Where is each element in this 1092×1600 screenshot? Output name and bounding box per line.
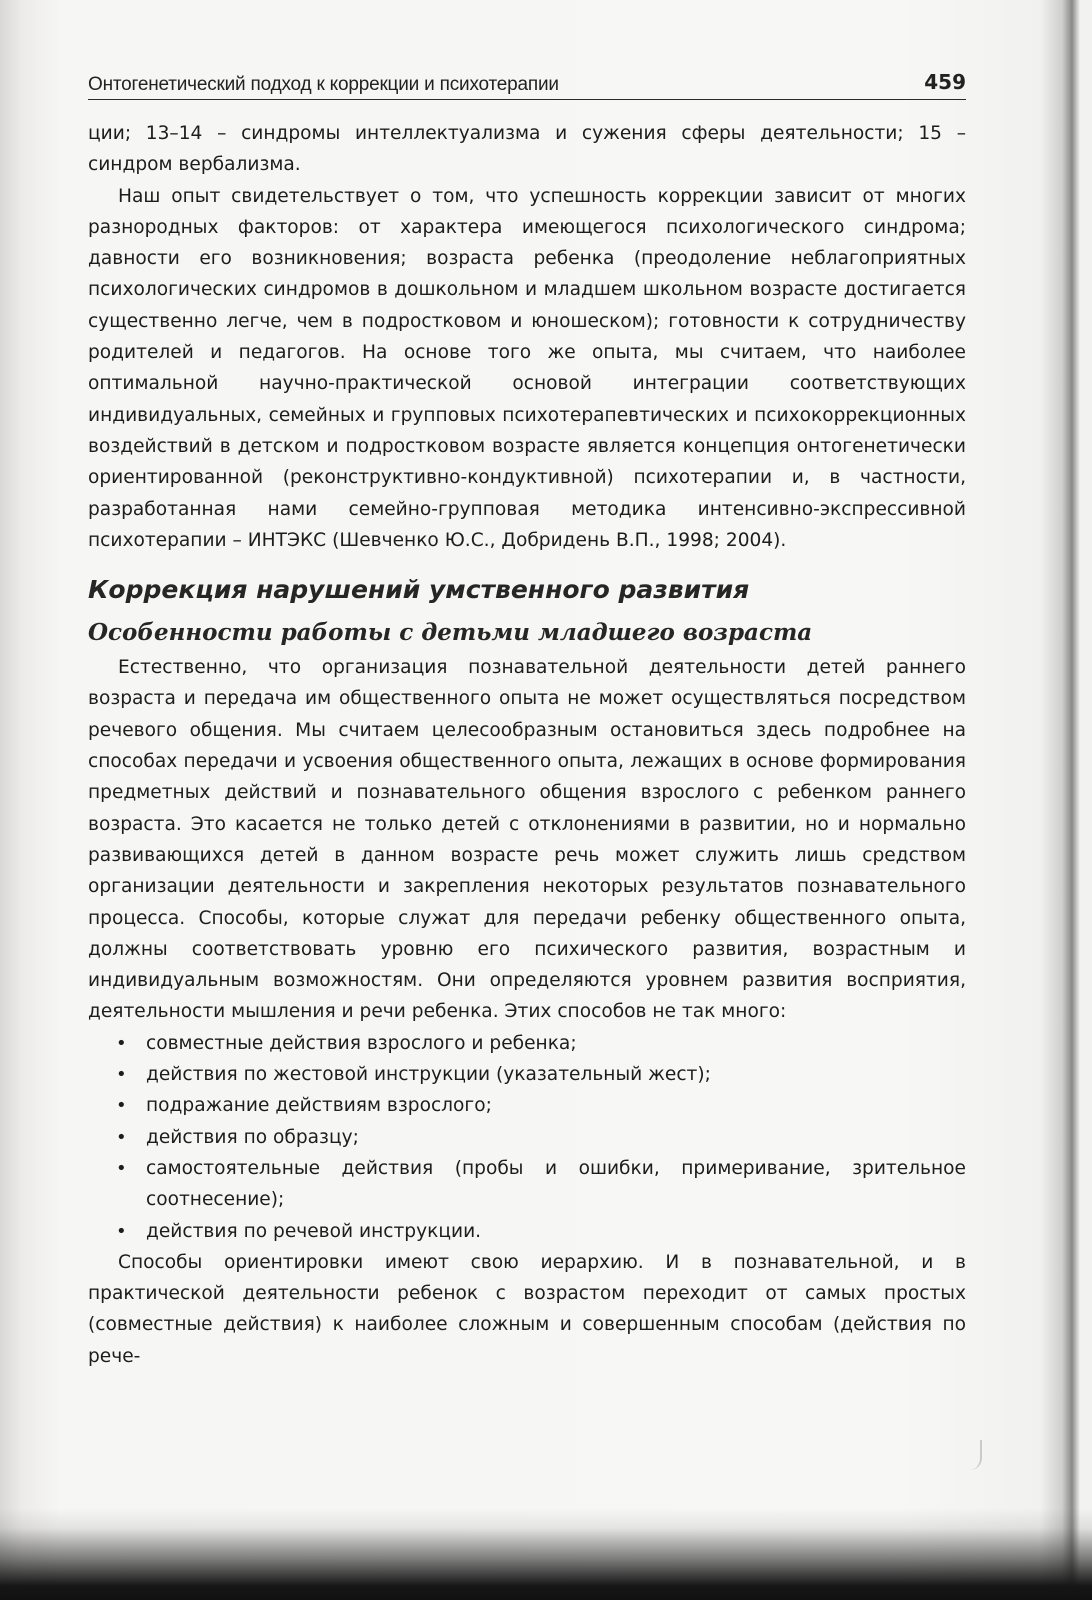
subsection-heading: Особенности работы с детьми младшего возраста: [88, 619, 813, 647]
bullet-icon: •: [116, 1064, 127, 1086]
list-item: [88, 1153, 966, 1216]
paragraph-cognitive-activity: Естественно, что организация познавательной деятельности детей раннего возраста и передача им общественного опыта не может осуществляться посредством речевого общения. Мы считаем целесообразным остановиться здесь подробнее на способах передачи и усвоения общественного опыта, лежащих в основе формирования предметных действий и познавательного общения взрослого с ребенком раннего возраста. Это касается не только детей с отклонениями в развитии, но и нормально развивающихся детей в данном возрасте речь может служить лишь средством организации деятельности и закрепления некоторых результатов познавательного процесса. Способы, которые служат для передачи ребенку общественного опыта, должны соответствовать уровню его психического развития, возрастным и индивидуальным возможностям. Они определяются уровнем развития восприятия, деятельности мышления и речи ребенка. Этих способов не так много:: [88, 657, 966, 1023]
list-item-text: совместные действия взрослого и ребенка;: [146, 1032, 577, 1054]
list-item: [88, 1216, 966, 1247]
paragraph-experience: Наш опыт свидетельствует о том, что успешность коррекции зависит от многих разнородных факторов: от характера имеющегося психологического синдрома; давности его возникновения; возраста ребенка (преодоление неблагоприятных психологических синдромов в дошкольном и младшем школьном возрасте достигается существенно легче, чем в подростковом и юношеском); готовности к сотрудничеству родителей и педагогов. На основе того же опыта, мы считаем, что наиболее оптимальной научно-практической основой интеграции соответствующих индивидуальных, семейных и групповых психотерапевтических и психокоррекционных воздействий в детском и подростковом возрасте является концепция онтогенетически ориентированной (реконструктивно-кондуктивной) психотерапии и, в частности, разработанная нами семейно-групповая методика интенсивно-экспрессивной психотерапии – ИНТЭКС (Шевченко Ю.С., Добридень В.П., 1998; 2004).: [88, 185, 966, 551]
page-number: 459: [924, 70, 966, 94]
bullet-icon: •: [116, 1032, 127, 1054]
bullet-icon: •: [116, 1157, 127, 1179]
running-header: [88, 62, 966, 100]
scan-bottom-shadow: [0, 1508, 1092, 1600]
list-item-text: действия по жестовой инструкции (указательный жест);: [146, 1064, 711, 1086]
page-content: [88, 62, 966, 1372]
list-item-text: самостоятельные действия (пробы и ошибки, примеривание, зрительное соотнесение);: [146, 1157, 966, 1211]
running-title: Онтогенетический подход к коррекции и психотерапии: [88, 74, 559, 95]
body-text: [88, 118, 966, 1372]
bullet-icon: •: [116, 1095, 127, 1117]
list-item-text: действия по образцу;: [146, 1126, 359, 1148]
methods-list: [88, 1028, 966, 1247]
list-item-text: действия по речевой инструкции.: [146, 1220, 482, 1242]
paragraph-continuation: ции; 13–14 – синдромы интеллектуализма и сужения сферы деятельности; 15 – синдром вербализма.: [88, 123, 966, 176]
list-item-text: подражание действиям взрослого;: [146, 1095, 492, 1117]
list-item: [88, 1122, 966, 1153]
list-item: [88, 1090, 966, 1121]
margin-pencil-mark: [970, 1440, 982, 1470]
list-item: [88, 1028, 966, 1059]
bullet-icon: •: [116, 1220, 127, 1242]
bullet-icon: •: [116, 1126, 127, 1148]
section-heading: Коррекция нарушений умственного развития: [88, 575, 750, 605]
paragraph-orientation-methods: Способы ориентировки имеют свою иерархию. И в познавательной, и в практической деятельности ребенок с возрастом переходит от самых простых (совместные действия) к наиболее сложным и совершенным способам (действия по рече-: [88, 1251, 966, 1367]
list-item: [88, 1059, 966, 1090]
